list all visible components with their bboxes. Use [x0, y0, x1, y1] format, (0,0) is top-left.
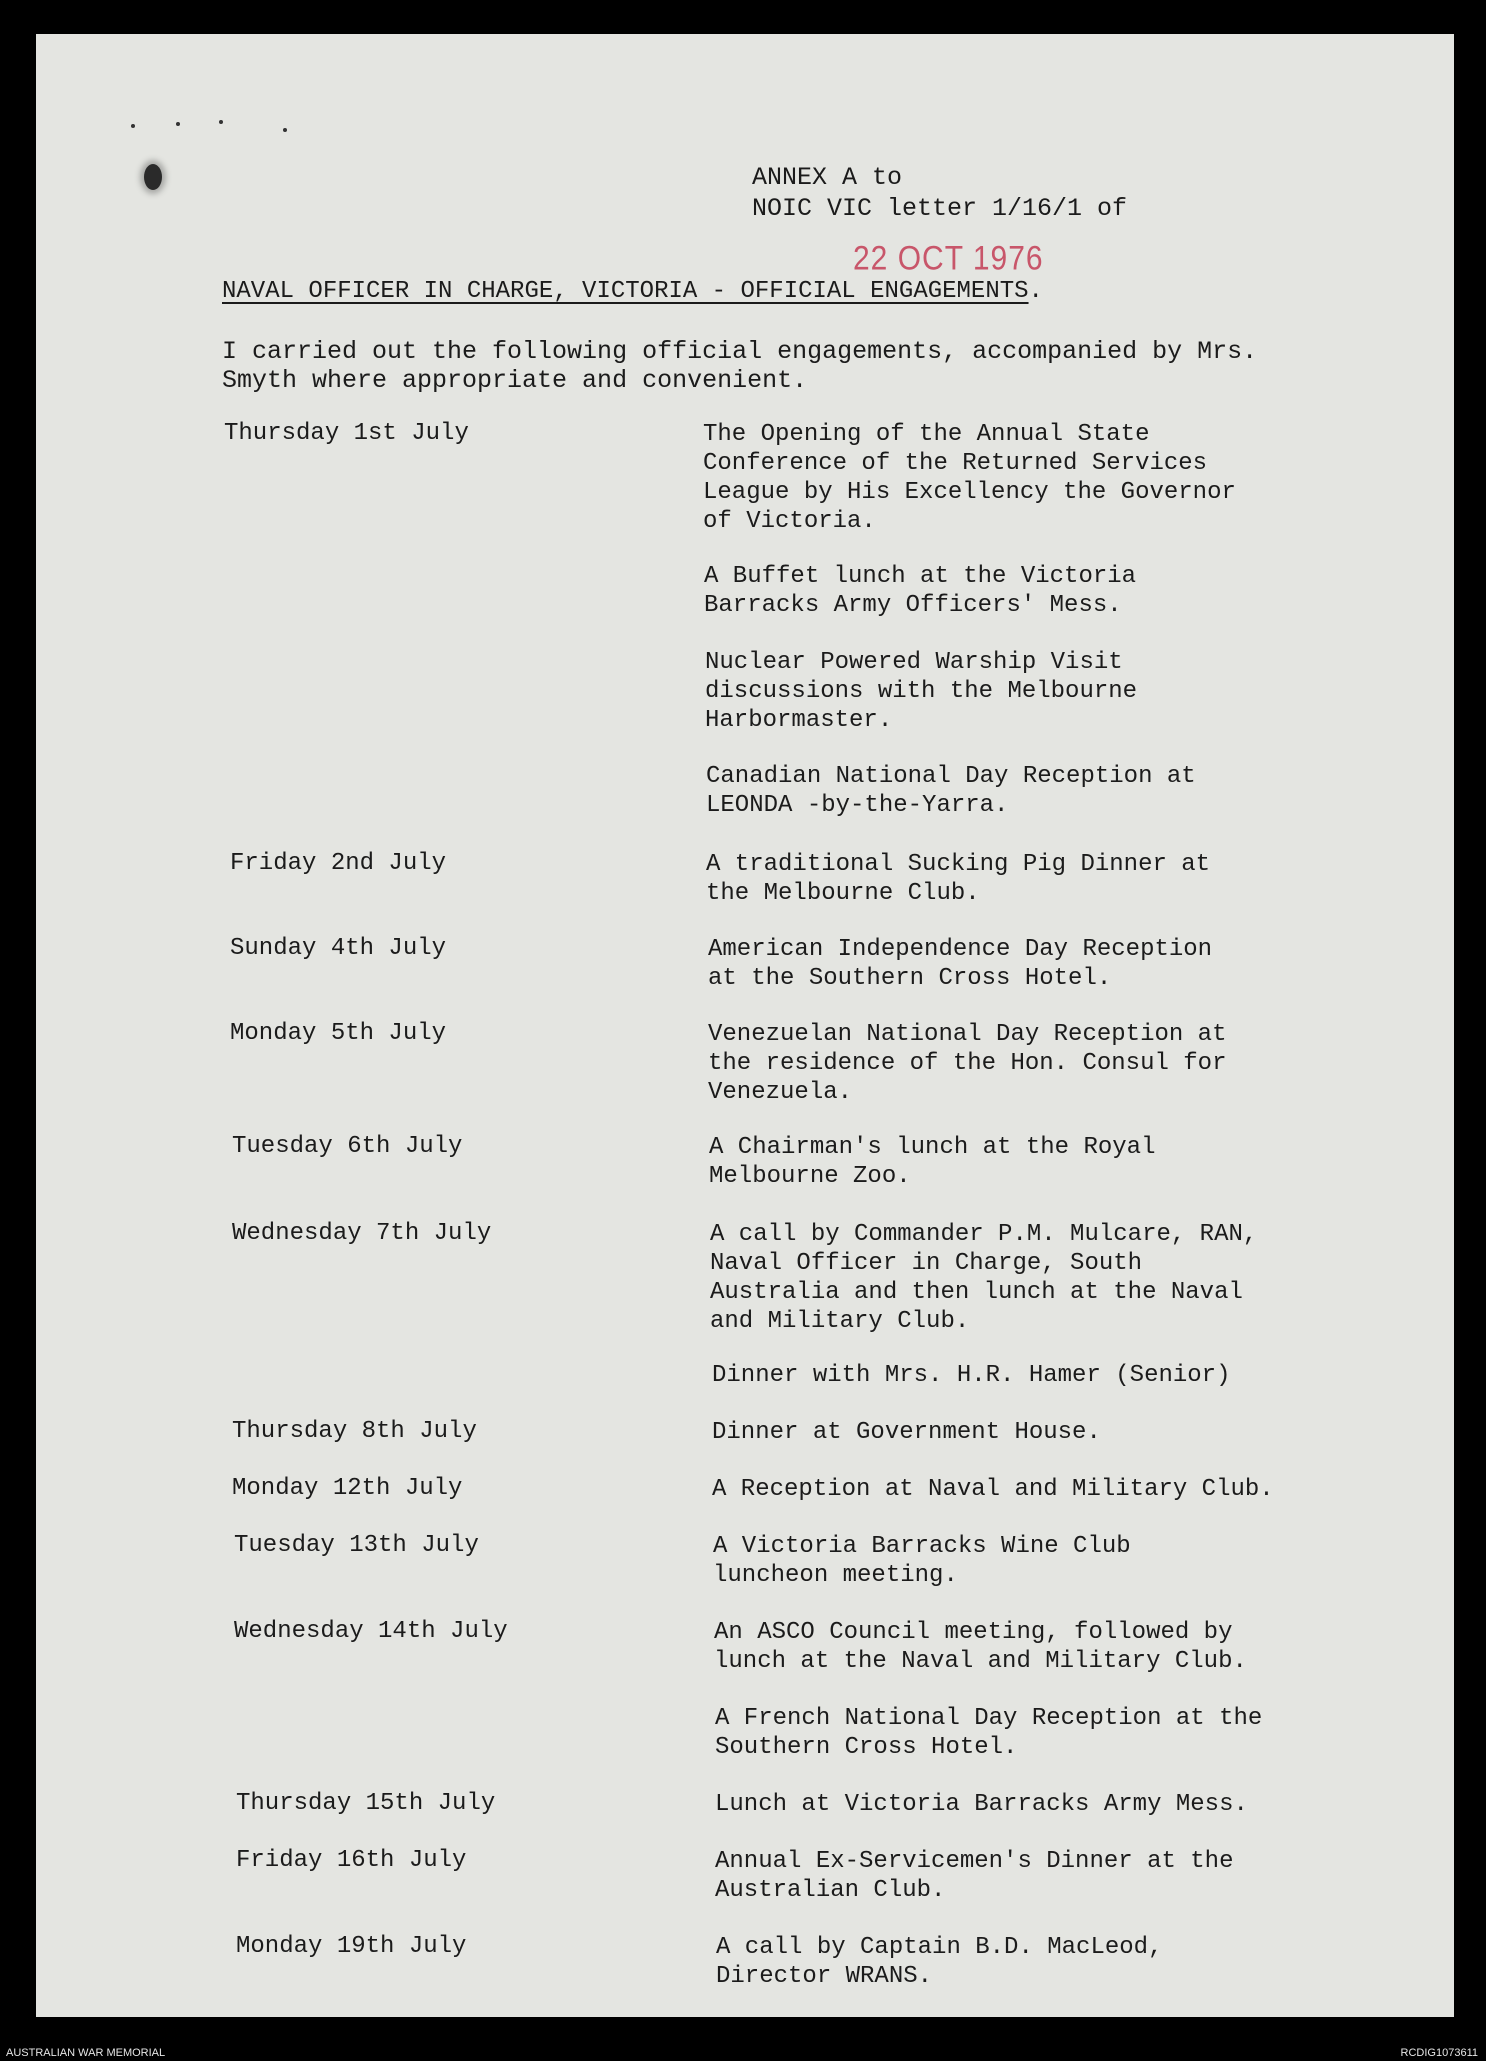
engagement-line: the Melbourne Club.	[706, 880, 980, 907]
engagement-date: Monday 12th July	[232, 1475, 463, 1502]
engagement-line: The Opening of the Annual State	[703, 421, 1150, 448]
engagement-line: Venezuelan National Day Reception at	[708, 1021, 1227, 1048]
speck	[176, 122, 180, 126]
engagement-line: A Victoria Barracks Wine Club	[713, 1533, 1131, 1560]
engagement-description	[714, 1618, 1414, 1676]
engagement-line: A call by Commander P.M. Mulcare, RAN,	[710, 1221, 1258, 1248]
engagement-line: A Buffet lunch at the Victoria	[704, 563, 1137, 590]
engagement-date: Monday 19th July	[236, 1933, 467, 1960]
engagement-date: Friday 2nd July	[230, 850, 447, 877]
annex-line: ANNEX A to	[752, 163, 903, 192]
engagement-line: Venezuela.	[708, 1079, 853, 1106]
annex-line: NOIC VIC letter 1/16/1 of	[752, 194, 1128, 223]
annex-reference	[752, 162, 1127, 224]
engagement-line: A Chairman's lunch at the Royal	[709, 1134, 1156, 1161]
engagement-description	[716, 1933, 1416, 1991]
engagement-date: Wednesday 14th July	[234, 1618, 508, 1645]
engagement-description	[715, 1790, 1415, 1819]
engagement-line: Naval Officer in Charge, South	[710, 1250, 1143, 1277]
engagement-date: Monday 5th July	[230, 1020, 447, 1047]
speck	[219, 120, 223, 124]
engagement-description	[708, 1020, 1408, 1107]
engagement-description	[715, 1704, 1415, 1762]
speck	[131, 124, 135, 128]
engagement-line: Australia and then lunch at the Naval	[710, 1279, 1243, 1306]
engagement-line: A traditional Sucking Pig Dinner at	[706, 851, 1211, 878]
engagement-line: Barracks Army Officers' Mess.	[704, 592, 1122, 619]
engagement-line: Harbormaster.	[705, 707, 893, 734]
engagement-line: A call by Captain B.D. MacLeod,	[716, 1934, 1163, 1961]
engagement-line: the residence of the Hon. Consul for	[708, 1050, 1227, 1077]
engagement-date: Tuesday 6th July	[232, 1133, 463, 1160]
engagement-line: discussions with the Melbourne	[705, 678, 1138, 705]
engagement-line: Australian Club.	[715, 1877, 946, 1904]
engagement-date: Friday 16th July	[236, 1847, 467, 1874]
engagement-line: lunch at the Naval and Military Club.	[714, 1648, 1247, 1675]
engagement-line: An ASCO Council meeting, followed by	[714, 1619, 1233, 1646]
page-title	[222, 278, 1043, 305]
engagement-line: Director WRANS.	[716, 1963, 933, 1990]
engagement-line: A French National Day Reception at the	[715, 1705, 1263, 1732]
engagement-description	[710, 1220, 1410, 1336]
date-stamp: 22 OCT 1976	[853, 239, 1044, 278]
engagement-line: LEONDA -by-the-Yarra.	[706, 792, 1009, 819]
engagement-line: Nuclear Powered Warship Visit	[705, 649, 1123, 676]
engagement-description	[708, 935, 1408, 993]
engagement-date: Thursday 1st July	[224, 420, 469, 447]
engagement-description	[704, 562, 1404, 620]
engagement-line: Melbourne Zoo.	[709, 1163, 911, 1190]
engagement-description	[705, 648, 1405, 735]
engagement-line: League by His Excellency the Governor	[703, 479, 1236, 506]
engagement-line: Dinner with Mrs. H.R. Hamer (Senior)	[712, 1362, 1231, 1389]
page-title-period: .	[1028, 278, 1043, 305]
engagement-date: Tuesday 13th July	[234, 1532, 479, 1559]
engagement-line: luncheon meeting.	[713, 1562, 958, 1589]
engagement-date: Thursday 15th July	[236, 1790, 496, 1817]
page-title-text: NAVAL OFFICER IN CHARGE, VICTORIA - OFFICIAL ENGAGEMENTS	[222, 278, 1029, 305]
engagement-date: Sunday 4th July	[230, 935, 447, 962]
engagement-description	[706, 762, 1406, 820]
engagement-description	[713, 1532, 1413, 1590]
engagement-line: Canadian National Day Reception at	[706, 763, 1196, 790]
engagement-description	[706, 850, 1406, 908]
footer-source: AUSTRALIAN WAR MEMORIAL	[6, 2047, 166, 2059]
engagement-description	[715, 1847, 1415, 1905]
engagement-description	[703, 420, 1403, 536]
engagement-description	[709, 1133, 1409, 1191]
engagement-line: Lunch at Victoria Barracks Army Mess.	[715, 1791, 1248, 1818]
footer-id: RCDIG1073611	[1400, 2047, 1478, 2059]
engagement-line: of Victoria.	[703, 508, 876, 535]
engagement-line: at the Southern Cross Hotel.	[708, 965, 1112, 992]
engagement-date: Wednesday 7th July	[232, 1220, 492, 1247]
speck	[283, 128, 287, 132]
intro-paragraph: I carried out the following official engagements, accompanied by Mrs. Smyth where appropriate and convenient.	[222, 337, 1258, 395]
engagement-line: A Reception at Naval and Military Club.	[712, 1476, 1274, 1503]
engagement-line: Annual Ex-Servicemen's Dinner at the	[715, 1848, 1234, 1875]
engagement-line: Conference of the Returned Services	[703, 450, 1208, 477]
engagement-line: American Independence Day Reception	[708, 936, 1213, 963]
engagement-description	[712, 1475, 1412, 1504]
punch-hole	[144, 164, 162, 190]
engagement-description	[712, 1361, 1412, 1390]
engagement-line: Dinner at Government House.	[712, 1419, 1101, 1446]
engagement-line: Southern Cross Hotel.	[715, 1734, 1018, 1761]
engagement-line: and Military Club.	[710, 1308, 970, 1335]
engagement-description	[712, 1418, 1412, 1447]
engagement-date: Thursday 8th July	[232, 1418, 477, 1445]
